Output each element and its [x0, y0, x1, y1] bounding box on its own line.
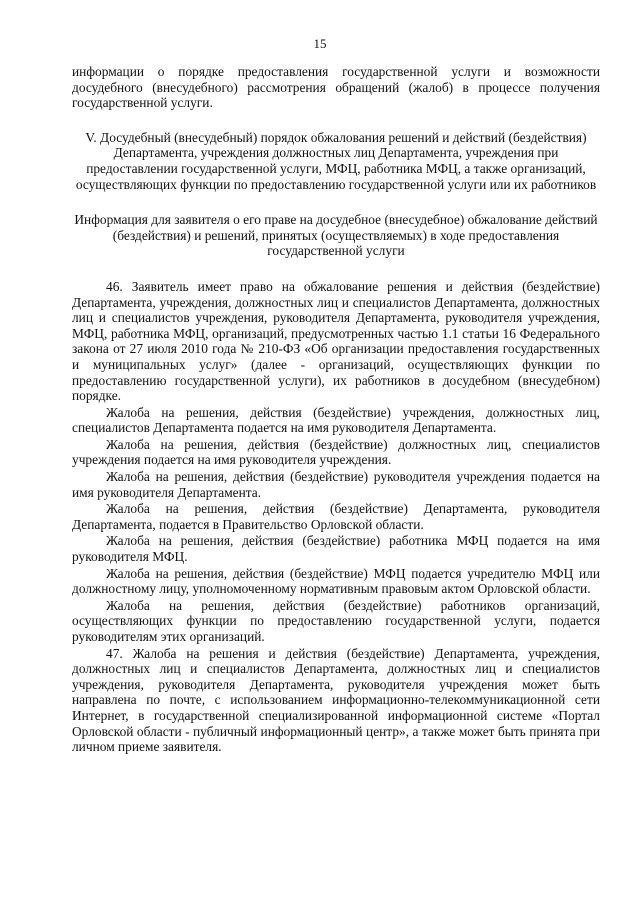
- page-content: [72, 64, 600, 755]
- paragraph: Жалоба на решения, действия (бездействие) учреждения, должностных лиц, специалистов Департамента подается на имя руководителя Департамента.: [72, 404, 600, 436]
- paragraph: Жалоба на решения, действия (бездействие) работника МФЦ подается на имя руководителя МФЦ.: [72, 533, 600, 565]
- paragraph: Жалоба на решения, действия (бездействие) работников организаций, осуществляющих функции по предоставлению государственной услуги, подается руководителям этих организаций.: [72, 597, 600, 644]
- section-heading: V. Досудебный (внесудебный) порядок обжалования решений и действий (бездействия) Департамента, учреждения должностных лиц Департамента, учреждения при предоставлении государственной услуги, МФЦ, работника МФЦ, а также организаций, осуществляющих функции по предоставлению государственной услуги или их работников: [75, 129, 597, 192]
- paragraph: Жалоба на решения, действия (бездействие) Департамента, руководителя Департамента, подается в Правительство Орловской области.: [72, 501, 600, 532]
- paragraph-47: 47. Жалоба на решения и действия (бездействие) Департамента, учреждения, должностных лиц и специалистов Департамента, должностных лиц и специалистов учреждения, руководителя Департамента, руководителя учреждения может быть направлена по почте, с использованием информационно-телекоммуникационной сети Интернет, в государственной специализированной информационной системе «Портал Орловской области - публичный информационный центр», а также может быть принята при личном приеме заявителя.: [72, 645, 600, 755]
- page-number: 15: [313, 36, 327, 51]
- subheading: Информация для заявителя о его праве на досудебное (внесудебное) обжалование действий (бездействия) и решений, принятых (осуществляемых) в ходе предоставления государственной услуги: [74, 212, 598, 259]
- lead-paragraph: информации о порядке предоставления государственной услуги и возможности досудебного (внесудебного) рассмотрения обращений (жалоб) в процессе получения государственной услуги.: [72, 64, 600, 111]
- paragraph: Жалоба на решения, действия (бездействие) МФЦ подается учредителю МФЦ или должностному лицу, уполномоченному нормативным правовым актом Орловской области.: [72, 565, 600, 597]
- paragraph-46: 46. Заявитель имеет право на обжалование решения и действия (бездействие) Департамента, учреждения, должностных лиц и специалистов Департамента, должностных лиц и специалистов учреждения, руководителя Департамента, руководителя учреждения, МФЦ, работника МФЦ, организаций, предусмотренных частью 1.1 статьи 16 Федерального закона от 27 июля 2010 года № 210-ФЗ «Об организации предоставления государственных и муниципальных услуг» (далее - организаций, осуществляющих функции по предоставлению государственной услуги), их работников в досудебном (внесудебном) порядке.: [72, 278, 600, 404]
- paragraph: Жалоба на решения, действия (бездействие) руководителя учреждения подается на имя руководителя Департамента.: [72, 469, 600, 500]
- paragraph: Жалоба на решения, действия (бездействие) должностных лиц, специалистов учреждения подается на имя руководителя учреждения.: [72, 436, 600, 468]
